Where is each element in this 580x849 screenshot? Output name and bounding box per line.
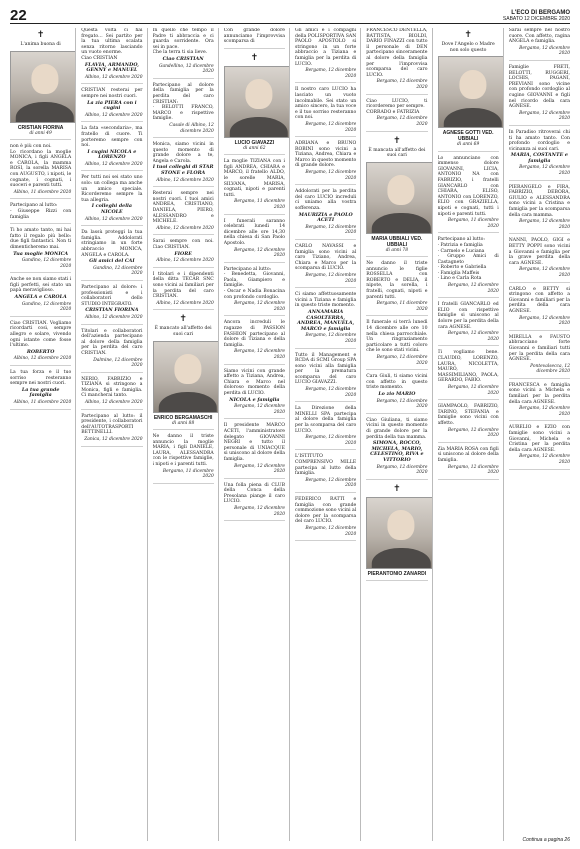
notice-text: Ancora increduli le ragazze di PASSION FASHION partecipano al dolore di Tiziana e della famiglia. (223, 320, 285, 348)
obituary-notice (295, 28, 356, 83)
notice-date: Bergamo, 12 dicembre 2020 (234, 349, 285, 360)
notice-text: Lo ricordano la moglie MONICA, i figli ANGELA e CAROLA, la mamma ROSI, la sorella MARISA con AUGUSTO, i nipoti, le cognate, i cognati, i suoceri e parenti tutti. (10, 149, 72, 189)
notice-date: Pontevalsecca, 12 dicembre 2020 (530, 363, 570, 375)
obituary-notice (153, 434, 214, 484)
deceased-age: di anni 69 (456, 142, 480, 148)
notice-text: CRISTIAN resterai per sempre nei nostri cuori. (81, 88, 143, 99)
notice-signature: Tua moglie MONICA (13, 250, 69, 257)
obituary-notice (81, 329, 142, 373)
obituary-notice (81, 28, 142, 84)
notice-signature: La tua grande famiglia (21, 386, 60, 399)
notice-date: Albino, 12 dicembre 2020 (84, 74, 143, 80)
masthead-right (503, 10, 570, 23)
notice-text: La tua forza e il tuo sorriso resteranno sempre nei nostri cuori. (10, 370, 72, 387)
obituary-notice (153, 142, 214, 187)
notice-text: Zia MARIA ROSA con figli si uniscono al dolore della famiglia. (437, 446, 499, 463)
notice-date: Albino, 12 dicembre 2020 (156, 177, 214, 183)
notice-date: Albino, 12 dicembre 2020 (84, 216, 143, 222)
column-8 (509, 28, 570, 841)
obituary-notice (366, 261, 427, 316)
notice-text: Partecipano al lutto: (223, 266, 272, 272)
notice-text: Ci siamo affettuosamente vicini a Tiziana e famiglia in questo triste momento. (295, 292, 357, 309)
obituary-notice (81, 126, 142, 171)
obituary-notice (81, 230, 142, 281)
notice-text: - Roberto e Gabriella (437, 265, 487, 271)
obituary-notice (10, 30, 71, 140)
page-number: 22 (10, 7, 27, 24)
notice-date: Bergamo, 12 dicembre 2020 (305, 435, 357, 446)
notice-date: Bergamo, 12 dicembre 2020 (305, 121, 357, 133)
obituary-notice (224, 28, 285, 49)
obituary-notice (509, 287, 570, 331)
notice-text: Ciao CRISTIAN. Vogliamo ricordarti così, sempre allegro e solare, vivendo ogni istante come fosse l'ultimo. (10, 320, 72, 349)
notice-date: Gandino, 12 dicembre 2020 (21, 258, 72, 269)
newspaper-name: L'ECO DI BERGAMO (511, 10, 570, 16)
notice-text: NERIO, FABRIZIO e TIZIANA si stringono a Monica, figli e famiglia. Ci mancherai tanto. (81, 376, 143, 399)
notice-date: Dalmine, 12 dicembre 2020 (93, 357, 143, 369)
portrait-photo (366, 497, 432, 569)
cross-icon: ✝ (393, 483, 401, 494)
notice-date: Albino, 12 dicembre 2020 (156, 258, 214, 264)
notice-text: Il funerale si terrà lunedì 14 dicembre alle ore 10 nella chiesa parrocchiale. Un ringraziamento particolare a tutti coloro che le sono stati vicini. (366, 320, 428, 354)
notice-date: Albino, 12 dicembre 2020 (13, 356, 72, 362)
notice-signature: MAURIZIA e PAOLO ACETI (298, 211, 353, 224)
notice-text: Famiglie FRETI, BELOTTI, RUGGERI, LOCHIS, PAGANI, PREVIANI sono vicine con profondo cordoglio al cugino GIOVANNI e figli nel ricordo della cara AGNESE. (508, 64, 570, 110)
notice-signature: I cugini NICOLA e LORENZO (87, 148, 137, 161)
notice-text: Partecipano al lutto: il presidente, i collaboratori dell'AUTOTRASPORTI BETTINELLI. (81, 413, 143, 436)
notice-text: non è più con noi. (10, 144, 52, 149)
obituary-notice (438, 447, 499, 480)
obituary-notice (438, 404, 499, 443)
notice-text: I titolari e i dipendenti della ditta TECAR SNC sono vicini ai familiari per la perdita del caro CRISTIAN. (152, 271, 214, 300)
obituary-notice (10, 203, 71, 224)
notice-date: Bergamo, 11 dicembre 2020 (162, 468, 214, 480)
notice-signature: FIORE (174, 250, 192, 257)
obituary-notice (438, 350, 499, 400)
notice-date: Bergamo, 12 dicembre 2020 (519, 45, 570, 57)
obituary-notice (81, 175, 142, 226)
notice-signature: CRISTIAN FIORINA (85, 307, 139, 314)
notice-text: - Carmelo e Luciana (437, 248, 485, 254)
notice-text: Gli amici e i compagni della POLISPORTIVA SAN PAOLO APOSTOLO si stringono in un forte abbraccio a Tiziana e famiglia per la perdita di LUCIO. (295, 28, 357, 67)
notice-date: Gandellino, 12 dicembre 2020 (158, 63, 214, 75)
notice-date: Bergamo, 12 dicembre 2020 (447, 331, 499, 342)
obituary-notice (153, 314, 214, 430)
obituary-notice (81, 88, 142, 122)
notice-text: GIAMPAOLO, FABRIZIO, TARINO, STEFANIA e famiglie sono vicini con affetto. (437, 404, 499, 426)
notice-text: L'ISTITUTO COMPRENSIVO MILLE partecipa al lutto della famiglia. (295, 454, 357, 477)
cross-icon: ✝ (179, 314, 187, 325)
notice-signature: Ciao CRISTIAN (162, 55, 204, 62)
obituary-notice (295, 189, 356, 240)
notice-text: Che la terra ti sia lieve. (152, 50, 208, 56)
notice-date: Bergamo, 12 dicembre 2020 (519, 219, 570, 230)
deceased-name: PIERANTONIO ZANARDI (367, 570, 427, 577)
obituary-notice (224, 159, 285, 214)
obituary-notice (295, 292, 356, 348)
notice-text: Lo annunciano con immenso dolore GIOVANNI, LICIA, ANTONIO NA con FABRIZIO, i fratelli GIANCARLO con CHIARA, ELISO, ANTONIO con LORENZO, ELIO con GRAZIELLA, nipoti e cognati, tutti i nipoti e parenti tutti. (437, 155, 499, 217)
notice-text: FEDERICO RATTI e famiglia con grande commozione sono vicini al dolore per la scomparsa del caro LUCIO. (295, 496, 357, 525)
notice-date: Bergamo, 12 dicembre 2020 (234, 301, 285, 312)
notice-text: CORRADO e FATRIZIA (366, 109, 420, 115)
obituary-notice (366, 320, 427, 370)
notice-date: Bergamo, 12 dicembre 2020 (234, 506, 285, 517)
masthead (10, 8, 570, 24)
notice-text: Ne danno il triste annuncio la moglie MARIA, i figli DANIELE, LAURA, ALESSANDRA con le rispettive famiglie, i nipoti e i parenti tutti. (152, 433, 214, 467)
notice-text: Questa volta ci hai fregato… Sei partito per la tua ultima scalata senza ritorno lasciando un vuoto enorme. (81, 28, 143, 56)
notice-text: Anche se non siamo stati i figli perfetti, sei stato un papà meraviglioso. (10, 277, 72, 294)
notice-text: È mancata all'affetto dei suoi cari (368, 147, 426, 159)
obituary-notice (224, 219, 285, 263)
notice-text: MIRELLA e FAUSTO abbracciano forte Giovanni e familiari tutti per la perdita della cara AGNESE. (508, 334, 570, 363)
notice-text: Titolari e collaboratori dell'azienda partecipano al dolore della famiglia per la perdita del caro CRISTIAN. (81, 328, 143, 356)
obituary-notice (438, 30, 499, 152)
notice-date: Albino, 12 dicembre 2020 (156, 225, 214, 231)
notice-date: Bergamo, 12 dicembre 2020 (519, 315, 570, 327)
obituary-columns (10, 28, 570, 841)
obituary-notice (438, 302, 499, 346)
notice-text: Partecipano al lutto: (10, 203, 58, 209)
portrait-photo (438, 56, 504, 128)
notice-date: Bergamo, 12 dicembre 2020 (519, 165, 570, 177)
notice-text: - Gruppo Amici di Castagneto (437, 254, 499, 265)
obituary-notice (153, 191, 214, 235)
obituary-notice (509, 425, 570, 469)
cross-icon: ✝ (36, 30, 45, 40)
column-6 (366, 28, 432, 841)
notice-text: CARLO e BETTY si stringono con affetto a Giovanni e familiari per la perdita della cara AGNESE. (508, 286, 570, 314)
obituary-notice (295, 244, 356, 288)
obituary-notice (10, 277, 71, 317)
deceased-age: di anni 49 (29, 130, 52, 136)
notice-signature: ANGELA e CAROLA (14, 294, 67, 301)
notice-date: Bergamo, 12 dicembre 2020 (305, 170, 357, 181)
notice-text: L'anima buona di (20, 42, 61, 47)
notice-text: Resterai sempre nei nostri cuori. I tuoi amici ANDREA, CRISTIANO, DANIELA, PIERO, ALESSANDRO e MICHELE. (152, 191, 214, 225)
obituary-notice (438, 237, 499, 298)
obituary-notice (509, 383, 570, 422)
notice-text: FRANCESCO DENTELLA, BATTISTA, BIOLDI, DARIO FINAZZI con tutto il personale di DEN partecipano sinceramente al dolore della famiglia per l'improvvisa scomparsa del caro LUCIO. (366, 28, 428, 78)
notice-text: La Direzione della MINELLI SPA partecipa al dolore della famiglia per la scomparsa del caro LUCIO. (295, 406, 357, 434)
obituary-notice (295, 87, 356, 137)
notice-text: Ciao Giuliana, ti siamo vicini in questo momento di grande dolore per la perdita della tua mamma. (366, 417, 428, 440)
obituary-notice (509, 335, 570, 379)
continue-label: Continua a pagina 26 (522, 837, 570, 843)
obituary-notice (81, 414, 142, 447)
notice-date: Albino, 11 dicembre 2020 (13, 189, 72, 195)
column-1 (10, 28, 76, 841)
notice-date: Albino, 12 dicembre 2020 (84, 400, 143, 406)
obituary-notice (295, 497, 356, 541)
notice-date: Bergamo, 12 dicembre 2020 (305, 272, 357, 284)
notice-signature: ROBERTO (26, 348, 55, 355)
obituary-notice (366, 99, 427, 132)
notice-signature: ANNAMARIA CASOLTERRA, ANDREA, MANUELA, MARCO e famiglia (297, 308, 355, 332)
notice-text: CARLO NAVASSI e famiglia sono vicini al caro Tiziano, Andrea, Chiara e Marco per la scomparsa di LUCIO. (295, 244, 357, 272)
notice-text: Monica, siamo vicini in questo momento di grande dolore a te, Angela e Carola. (152, 142, 214, 164)
notice-text: Ciao LUCIO, ti ricorderemo per sempre. (366, 98, 428, 110)
obituary-notice (153, 28, 214, 79)
notice-date: Zanica, 12 dicembre 2020 (84, 437, 143, 443)
notice-date: Bergamo, 12 dicembre 2020 (376, 116, 428, 127)
obituary-notice (224, 267, 285, 317)
obituary-notice (295, 141, 356, 185)
notice-date: Albino, 12 dicembre 2020 (156, 300, 214, 306)
obituary-notice (10, 370, 71, 410)
notice-signature: MARIA, COSTANTE e famiglia (510, 152, 568, 164)
notice-text: Ciao CRISTIAN (81, 55, 118, 61)
deceased-name: MARIA UBBIALI VED. UBBIALI (371, 235, 423, 248)
obituary-notice (81, 285, 142, 325)
obituary-notice (81, 377, 142, 410)
notice-text: PIERANGELO e FIRA, FABRIZIO, DEBORA, GIULIO e ALESSANDRA sono vicini a Cristina e famiglia per la scomparsa della cara mamma. (508, 184, 570, 218)
notice-date: Albino, 12 dicembre 2020 (84, 161, 143, 167)
obituary-notice (10, 144, 71, 199)
obituary-notice (366, 418, 427, 480)
notice-text: I fratelli GIANCARLO ed ELIO con rispettive famiglie si uniscono al dolore per la perdita della cara AGNESE. (437, 302, 499, 330)
notice-text: Ti ho amato tanto, mi hai fatto il regalo più bello: due figli fantastici. Non ti dimenticheremo mai. (10, 228, 72, 250)
notice-text: In quello che tempo il Padre ti abbraccia e ci guarda sorridente. Ora sei in pace. (152, 28, 214, 50)
notice-text: Partecipano al dolore: i professionisti e i collaboratori dello STUDIO INTEGRATO. (81, 284, 143, 307)
notice-text: Con grande dolore annunciamo l'improvvisa scomparsa di (223, 28, 285, 45)
column-4 (224, 28, 290, 841)
notice-date: Bergamo, 11 dicembre 2020 (447, 218, 499, 229)
obituary-notice (295, 454, 356, 493)
notice-text: ADRIANA e BRUNO ROBINI sono vicini a Tiziana, Andrea, Chiara e Marco in questo momento di grande dolore. (295, 141, 357, 169)
portrait-photo (153, 341, 219, 413)
notice-date: Bergamo, 12 dicembre 2020 (447, 384, 499, 396)
notice-date: Bergamo, 12 dicembre 2020 (234, 404, 285, 415)
deceased-age: di anni 88 (171, 420, 195, 426)
obituary-notice (509, 130, 570, 181)
cross-icon: ✝ (464, 30, 472, 40)
notice-text: Ti vogliamo bene. CLAUDIO, LORENZO, LAURA, NICOLETTA, MAURO, MASSIMILIANO, PAOLA, GERARDO, FABIO. (437, 350, 499, 384)
deceased-name: CRISTIAN FIORINA (17, 124, 64, 131)
obituary-notice (224, 320, 285, 364)
obituary-notice (509, 185, 570, 235)
cross-icon: ✝ (250, 52, 259, 63)
notice-text: - Famiglia Maffeis (437, 270, 480, 276)
notice-text: Sarai sempre nel nostro cuore. Con affetto, ragina ANGELA e famiglia. (508, 28, 570, 45)
notice-date: Bergamo, 12 dicembre 2020 (234, 247, 285, 259)
notice-text: Siamo vicini con grande affetto a Tiziana, Andrea, Chiara e Marco nel doloroso momento della perdita di LUCIO. (223, 368, 285, 396)
notice-text: Addolorati per la perdita del caro LUCIO increduli ci uniamo alla vostra sofferenza. (295, 189, 357, 212)
notice-date: Bergamo, 12 dicembre 2020 (376, 464, 428, 476)
notice-text: - Oscar e Nadia Bonacina con profondo cordoglio. (223, 289, 285, 300)
notice-date: Gandino, 12 dicembre 2020 (93, 265, 143, 277)
notice-text: In Paradiso ritroverai chi ti ha amato tanto. Con profondo cordoglio e vicinanza ai suoi cari. (508, 129, 570, 152)
notice-date: Bergamo, 12 dicembre 2020 (519, 110, 570, 122)
notice-date: Bergamo, 12 dicembre 2020 (376, 398, 428, 410)
notice-text: Una folla piena di CLUB della Conca della Presolana piange il caro LUCIO. (223, 482, 285, 505)
notice-signature: FLAVIA, ARMANDO, GENNY e MANUEL (84, 61, 139, 74)
obituary-notice (10, 321, 71, 366)
notice-text: Partecipano al lutto: (437, 237, 485, 243)
notice-text: FRANCESCA e famiglia sono vicini a Michela e familiari per la perdita della cara AGNESE. (508, 382, 570, 405)
notice-date: Albino, 12 dicembre 2020 (84, 314, 143, 320)
notice-date: Bergamo, 12 dicembre 2020 (519, 406, 570, 417)
notice-date: Bergamo, 12 dicembre 2020 (447, 464, 499, 476)
notice-date: Bergamo, 12 dicembre 2020 (376, 79, 428, 90)
notice-text: - Patrizia e famiglia (437, 242, 483, 248)
notice-text: - Benedetta, Giovanni, Paola, Giampiero e famiglie. (223, 272, 285, 289)
notice-date: Bergamo, 12 dicembre 2020 (305, 224, 357, 236)
column-5 (295, 28, 361, 841)
notice-date: Bergamo, 12 dicembre 2020 (376, 355, 428, 366)
obituary-notice (509, 238, 570, 282)
obituary-notice (153, 239, 214, 267)
obituary-notice (10, 228, 71, 273)
notice-text: Cara Giuli, ti siamo vicini con affetto in questo triste momento. (366, 374, 428, 391)
column-3 (153, 28, 219, 841)
notice-text: - Lino e Carla Rota (437, 276, 482, 282)
notice-date: Bergamo, 12 dicembre 2020 (305, 68, 357, 79)
notice-text: Sarai sempre con noi. Ciao CRISTIAN. (152, 239, 214, 250)
deceased-name: ENRICO BERGAMASCHI (153, 414, 213, 421)
issue-date: SABATO 12 DICEMBRE 2020 (502, 16, 570, 22)
notice-date: Bergamo, 12 dicembre 2020 (519, 454, 570, 465)
notice-signature: Lo zio MARIO (378, 390, 416, 397)
obituary-notice (224, 483, 285, 522)
portrait-photo (366, 162, 432, 234)
notice-date: Bergamo, 12 dicembre 2020 (234, 463, 285, 475)
notice-date: Bergamo, 12 dicembre 2020 (447, 427, 499, 439)
obituary-notice (224, 369, 285, 420)
deceased-name: LUCIO GIAVAZZI (234, 139, 275, 146)
obituary-notice (509, 28, 570, 61)
notice-text: È mancato all'affetto dei suoi cari (154, 326, 212, 337)
obituary-notice (438, 156, 499, 234)
notice-text: La fata «secondaria», ma fratello di cuore. Ti porteremo sempre con noi. (81, 126, 143, 149)
obituary-notice (295, 353, 356, 403)
column-7 (438, 28, 504, 841)
notice-text: I funerali saranno celebrati lunedì 14 dicembre alle ore 14,30 nella chiesa di San Paolo Apostolo. (223, 218, 285, 246)
cross-icon: ✝ (393, 135, 401, 146)
notice-date: Bergamo, 12 dicembre 2020 (305, 525, 357, 537)
notice-date: Albino, 11 dicembre 2020 (13, 399, 72, 405)
notice-text: AURELIO e EZIO con famiglie sono vicini a Giovanni, Michela e Cristina per la perdita della cara AGNESE. (508, 425, 570, 453)
notice-date: Bergamo, 12 dicembre 2020 (305, 477, 357, 489)
portrait-photo (224, 66, 290, 138)
obituary-notice (509, 65, 570, 126)
notice-text: Per tutti noi sei stato uno solo: un collega ma anche un amico speciale. Ricorderemo sempre la tua allegria. (81, 175, 143, 203)
obituary-notice (366, 28, 427, 95)
notice-text: Ne danno il triste annuncio le figlie ROSSELLA con ROBERTO e DELIA, il nipote, la sorella, i fratelli, cognati, nipoti e parenti tutti. (366, 261, 428, 300)
obituary-notice (153, 272, 214, 311)
notice-text: Dove l'Angelo o Madre non solo questo (441, 42, 495, 53)
notice-text: NANNI, PAOLO, GIGI e BETTY POPPI sono vicini a Giovanni e famiglia per la grave perdita della cara AGNESE. (508, 238, 570, 266)
deceased-name: AGNESE GOTTI VED. UBBIALI (442, 130, 494, 143)
notice-signature: NICOLA e famiglia (229, 396, 280, 403)
notice-date: Bergamo, 12 dicembre 2020 (447, 283, 499, 294)
obituary-notice (366, 136, 427, 258)
notice-signature: I tuoi colleghi di STAR STONE e FLORA (152, 164, 214, 177)
notice-text: Da lassù proteggi la tua famiglia. Addolorati stringiamo in un forte abbraccio MONICA, ANGELA e CAROLA. (81, 230, 143, 258)
notice-text: Partecipano al dolore della famiglia per la perdita del caro CRISTIAN: (152, 82, 214, 105)
column-2 (81, 28, 147, 841)
notice-date: Bergamo, 11 dicembre 2020 (234, 199, 285, 210)
notice-signature: SIMONA, ROCCO, MICHELA, MARIO, CELESTINO, RIVA e VITTORIO (370, 440, 424, 463)
notice-text: Il presidente MARCO ACETI, l'amministratore delegato GIOVANNI NEGRI e tutto il personale di UNIACQUE si uniscono al dolore della famiglia. (223, 423, 285, 462)
obituary-notice (366, 374, 427, 414)
notice-text: La moglie TIZIANA con i figli ANDREA, CHIARA e MARCO, il fratello ALDO, le sorelle MARIA, SILVANA, MARISA, cognati, nipoti e parenti tutti. (223, 159, 285, 198)
obituary-notice (295, 406, 356, 450)
notice-signature: La zia PIERA con i cugini (87, 99, 137, 112)
obituary-notice (224, 53, 285, 155)
notice-text: Il nostro caro LUCIO ha lasciato un vuoto incolmabile. Sei stato un amico sincero, la tua voce e il tuo sorriso resteranno con noi. (295, 87, 357, 121)
obituary-notice (224, 423, 285, 478)
obituary-notice (366, 484, 427, 581)
deceased-age: di anni 78 (385, 247, 409, 253)
notice-signature: I colleghi della NICOLE (91, 203, 132, 216)
notice-date: Bergamo, 12 dicembre 2020 (305, 333, 357, 344)
notice-signature: Gli amici del CAI (89, 258, 135, 265)
notice-text: Tutto il Management e RCDA di SCMI Group SPA sono vicini alla famiglia per la prematura scomparsa del caro LUCIO GIAVAZZI. (295, 352, 357, 386)
notice-date: Casale di Albino, 12 dicembre 2020 (169, 122, 214, 134)
notice-date: Gandino, 12 dicembre 2020 (21, 301, 72, 313)
notice-date: Bergamo, 11 dicembre 2020 (376, 301, 428, 312)
deceased-age: di anni 62 (243, 145, 266, 151)
notice-text: - Giuseppe Rizzi con famiglia (10, 208, 72, 220)
notice-date: Albino, 12 dicembre 2020 (84, 112, 143, 118)
notice-text: - BELOTTI FRANCO, MARCO e rispettive famiglie. (152, 105, 214, 122)
notice-date: Bergamo, 12 dicembre 2020 (519, 267, 570, 278)
obituary-notice (153, 83, 214, 138)
notice-date: Bergamo, 12 dicembre 2020 (305, 387, 357, 398)
portrait-photo (10, 51, 76, 123)
